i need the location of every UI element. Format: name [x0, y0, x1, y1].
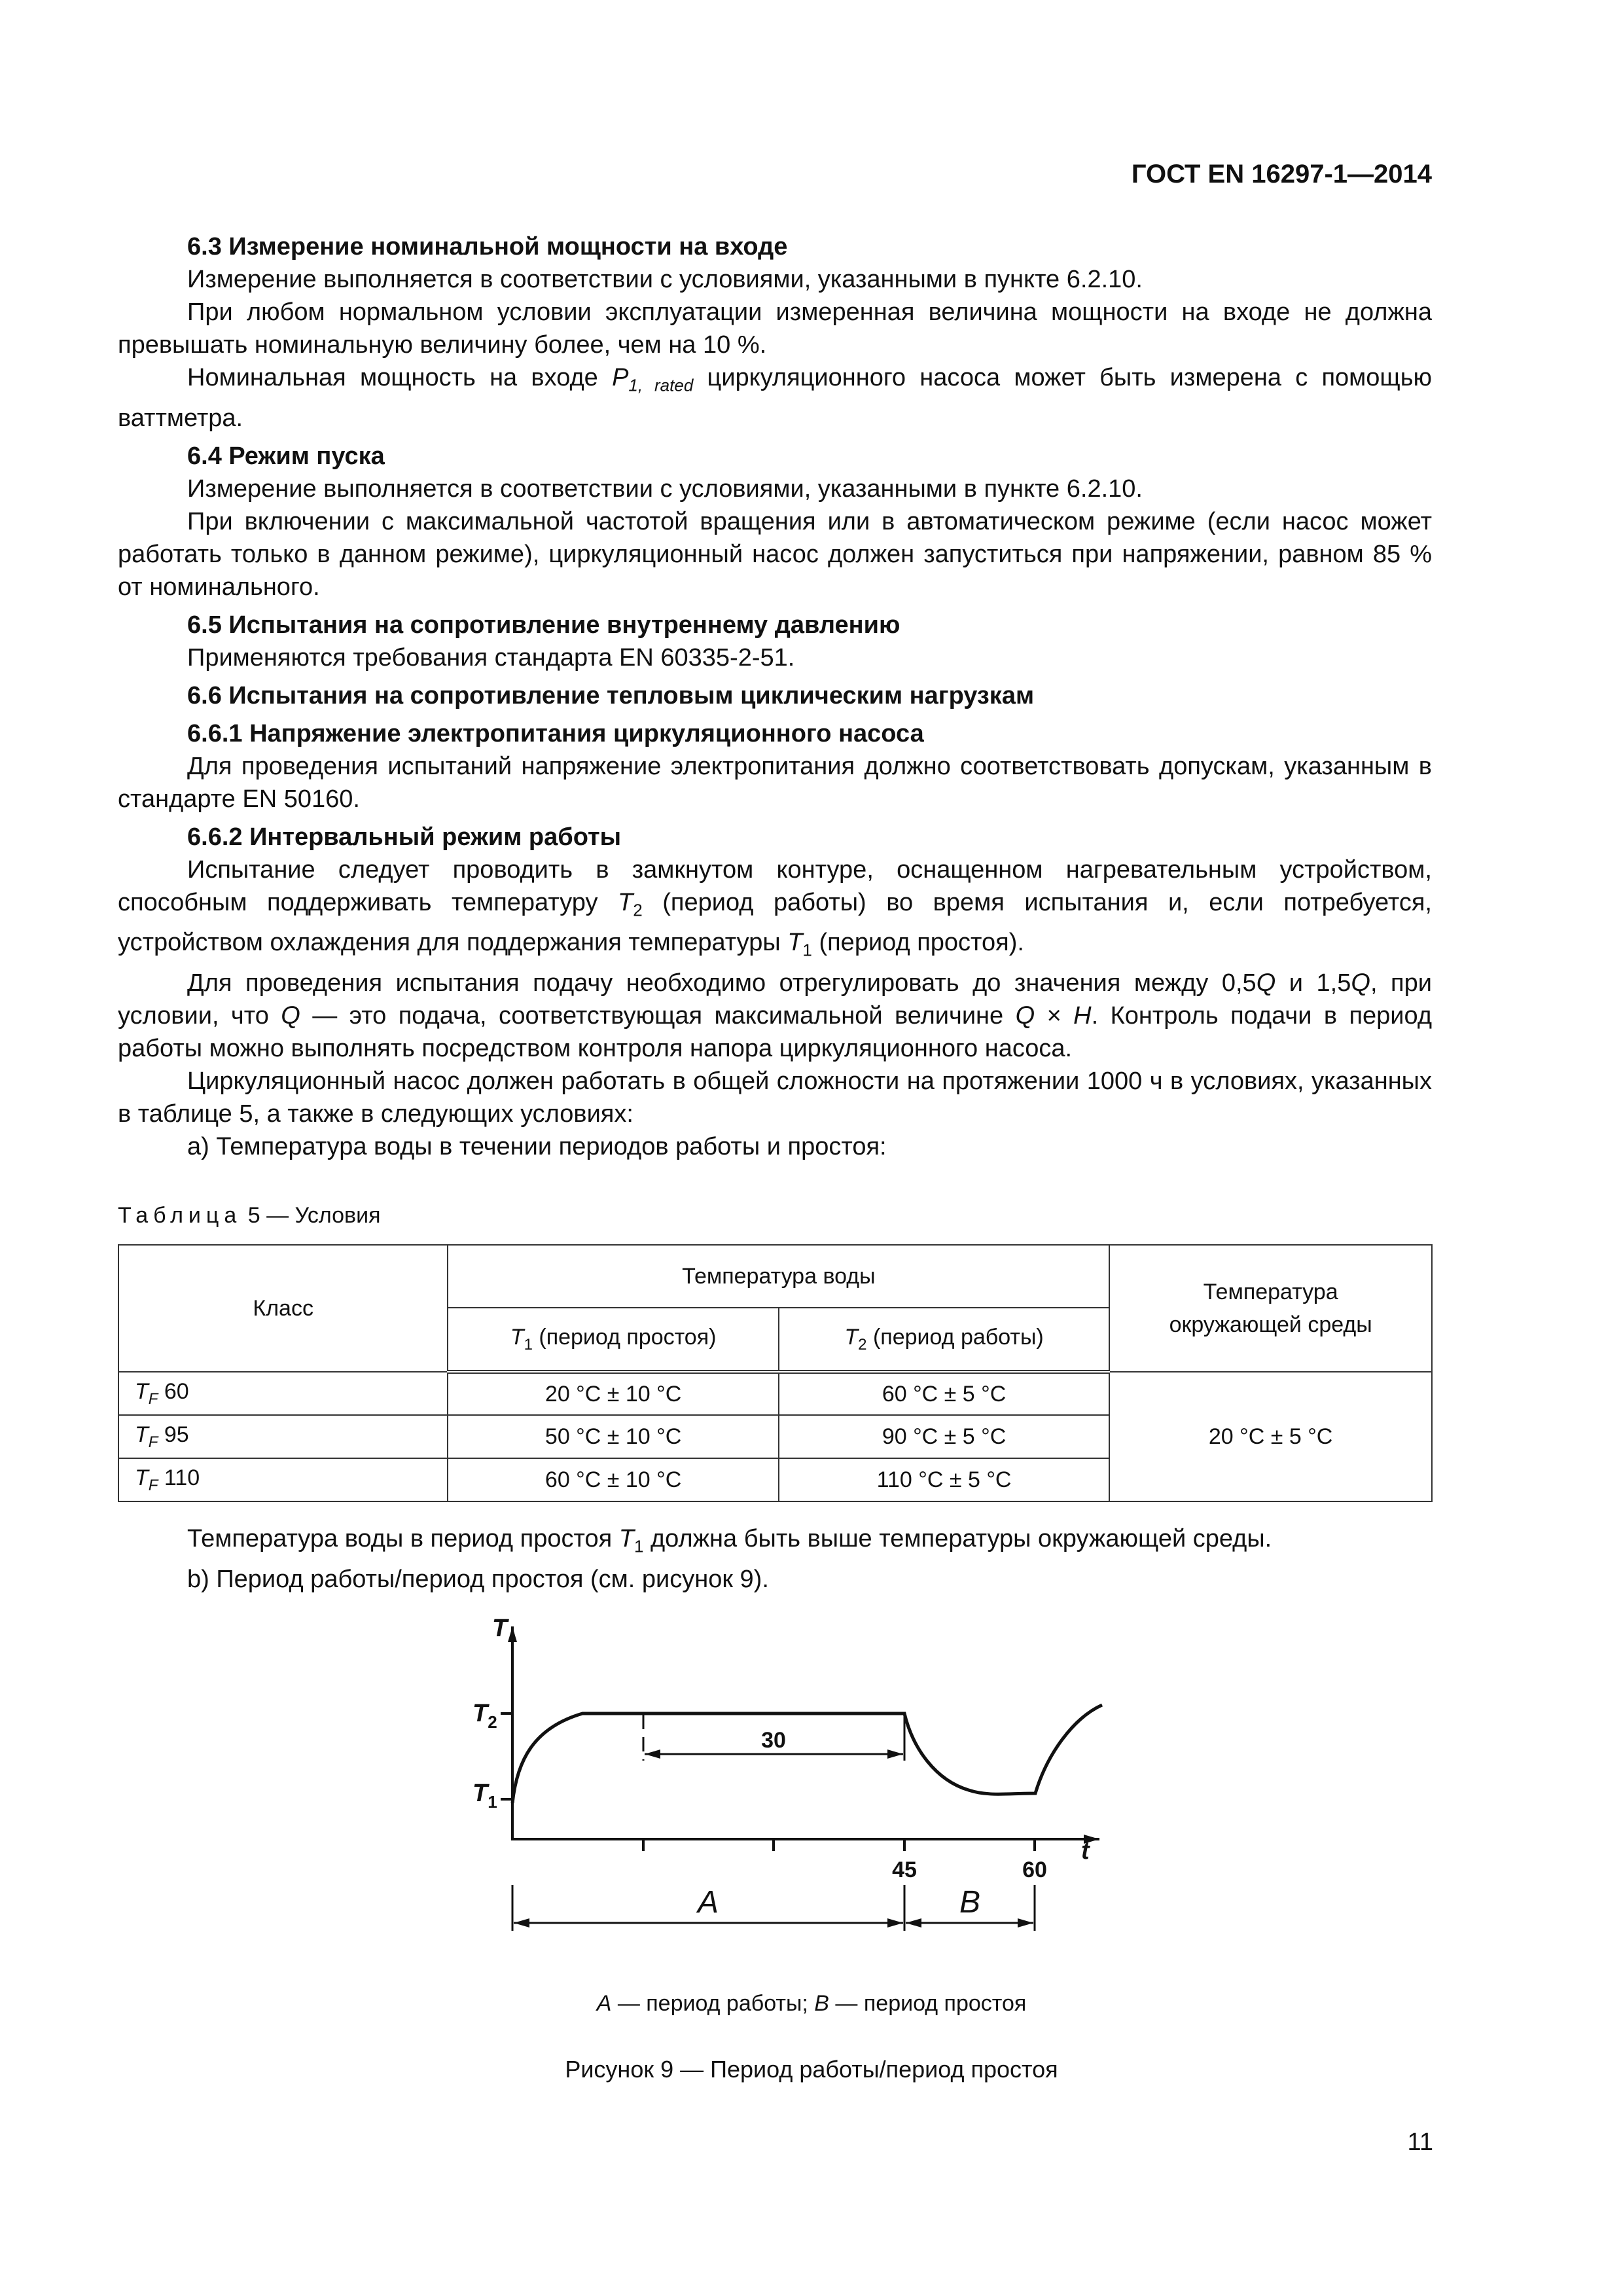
table-caption: Таблица 5 — Условия: [118, 1203, 381, 1228]
header-t1: $T_1$ (период простоя): [448, 1308, 778, 1372]
s65-paragraph-1: Применяются требования стандарта EN 60335-2-51.: [187, 643, 795, 672]
section-6-6-1-heading: 6.6.1 Напряжение электропитания циркуляционного насоса: [187, 719, 924, 747]
y-axis-label: T: [492, 1615, 508, 1642]
s662-paragraph-2: Для проведения испытания подачу необходимо отрегулировать до значения между 0,5Q и 1,5Q, при условии, что Q — это подача, соответствующая максимальной величине Q × H. Контроль подачи в период работы можно выполнять посредством контроля напора циркуляционного насоса.: [118, 969, 1432, 1062]
t1-label: $T_1$: [473, 1780, 497, 1812]
s63-paragraph-3: Номинальная мощность на входе $P_{1, rated}$ циркуляционного насоса может быть измерена с помощью ваттметра.: [118, 364, 1432, 432]
x-axis-label: t: [1081, 1837, 1090, 1865]
header-t2: $T_2$ (период работы): [779, 1308, 1109, 1372]
header-water-temperature: Температура воды: [448, 1245, 1109, 1308]
list-item-a: a) Температура воды в течении периодов работы и простоя:: [187, 1132, 887, 1160]
s63-paragraph-1: Измерение выполняется в соответствии с условиями, указанными в пункте 6.2.10.: [187, 266, 1143, 293]
header-class: Класс: [118, 1245, 448, 1372]
class-cell: $T_F$ 95: [118, 1415, 448, 1458]
t2-label: $T_2$: [473, 1700, 497, 1732]
section-6-6-2-heading: 6.6.2 Интервальный режим работы: [187, 823, 622, 851]
class-cell: $T_F$ 60: [118, 1372, 448, 1415]
figure-title: Рисунок 9 — Период работы/период простоя: [565, 2056, 1058, 2083]
s662-paragraph-3: Циркуляционный насос должен работать в общей сложности на протяжении 1000 ч в условиях, указанных в таблице 5, а также в следующих условиях:: [118, 1067, 1432, 1128]
section-6-5-heading: 6.5 Испытания на сопротивление внутреннему давлению: [187, 611, 901, 639]
period-a-label: A: [697, 1885, 719, 1920]
t2-cell: 60 °C ± 5 °C: [779, 1372, 1109, 1415]
section-6-3-heading: 6.3 Измерение номинальной мощности на входе: [187, 233, 788, 260]
after-table-paragraph: Температура воды в период простоя $T_1$ должна быть выше температуры окружающей среды.: [187, 1525, 1272, 1556]
t1-cell: 20 °C ± 10 °C: [448, 1372, 778, 1415]
tick-60-label: 60: [1022, 1857, 1047, 1882]
tick-45-label: 45: [892, 1857, 917, 1882]
ambient-cell: 20 °C ± 5 °C: [1109, 1372, 1432, 1501]
dim-30-label: 30: [761, 1728, 786, 1753]
t1-cell: 60 °C ± 10 °C: [448, 1458, 778, 1501]
s64-paragraph-1: Измерение выполняется в соответствии с условиями, указанными в пункте 6.2.10.: [187, 475, 1143, 503]
page-number: 11: [1407, 2128, 1433, 2156]
figure-legend: A — период работы; B — период простоя: [596, 1991, 1027, 2016]
section-6-4-heading: 6.4 Режим пуска: [187, 442, 385, 470]
s64-paragraph-2: При включении с максимальной частотой вращения или в автоматическом режиме (если насос может работать только в данном режиме), циркуляционный насос должен запуститься при напряжении, равном 85 % от номинального.: [118, 507, 1432, 601]
s63-paragraph-2: При любом нормальном условии эксплуатации измеренная величина мощности на входе не должна превышать номинальную величину более, чем на 10 %.: [118, 298, 1432, 359]
t1-cell: 50 °C ± 10 °C: [448, 1415, 778, 1458]
header-ambient-temperature: Температура окружающей среды: [1109, 1245, 1432, 1372]
s662-paragraph-1: Испытание следует проводить в замкнутом контуре, оснащенном нагревательным устройством, способным поддерживать температуру $T_2$ (период работы) во время испытания и, если потребуется, устройством охлаждения для поддержания температуры $T_1$ (период простоя).: [118, 855, 1432, 960]
class-cell: $T_F$ 110: [118, 1458, 448, 1501]
s661-paragraph-1: Для проведения испытаний напряжение электропитания должно соответствовать допускам, указанным в стандарте EN 50160.: [118, 752, 1432, 813]
t2-cell: 110 °C ± 5 °C: [779, 1458, 1109, 1501]
list-item-b: b) Период работы/период простоя (см. рисунок 9).: [187, 1565, 769, 1593]
t2-cell: 90 °C ± 5 °C: [779, 1415, 1109, 1458]
document-id: ГОСТ EN 16297-1—2014: [1131, 160, 1432, 188]
period-b-label: B: [959, 1885, 981, 1920]
section-6-6-heading: 6.6 Испытания на сопротивление тепловым циклическим нагрузкам: [187, 681, 1035, 709]
